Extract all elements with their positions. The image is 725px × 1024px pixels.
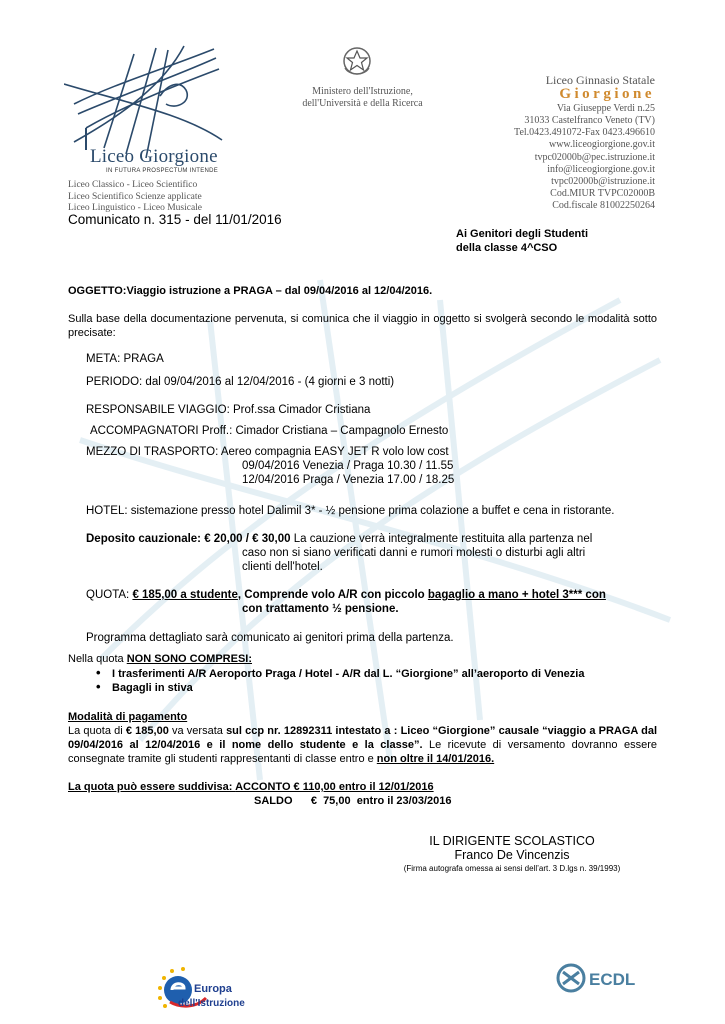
list-item: • I trasferimenti A/R Aeroporto Praga / Hotel - A/R dal L. “Giorgione” all’aeroporto di Venezia	[112, 667, 676, 681]
non-compresi-list	[86, 667, 676, 695]
ecdl-logo-icon	[553, 958, 643, 998]
contact-line: Cod.fiscale 81002250264	[552, 199, 655, 211]
intro-paragraph: Sulla base della documentazione pervenuta, si comunica che il viaggio in oggetto si svolgerà secondo le modalità sotto precisate:	[68, 313, 657, 339]
pagamento-text: La quota di	[68, 725, 126, 737]
suddivisa-label: La quota può essere suddivisa:	[68, 781, 236, 793]
school-name: Liceo Giorgione	[90, 146, 218, 167]
pagamento-text: va versata	[168, 725, 227, 737]
non-compresi-prefix: Nella quota	[68, 653, 127, 665]
volo-andata: 09/04/2016 Venezia / Praga 10.30 / 11.55	[242, 460, 454, 472]
contacts-title: Liceo Ginnasio Statale	[545, 73, 655, 87]
quota	[86, 588, 661, 602]
pagamento-amount: € 185,00	[125, 725, 169, 737]
recipients	[456, 227, 588, 255]
signature-title: IL DIRIGENTE SCOLASTICO	[429, 834, 595, 848]
quota-bagaglio: bagaglio a mano + hotel 3*** con	[427, 589, 606, 601]
periodo: PERIODO: dal 09/04/2016 al 12/04/2016 - (4 giorni e 3 notti)	[86, 376, 395, 388]
europa-text-2: dell'Istruzione	[178, 998, 245, 1009]
quota-line2: con trattamento ½ pensione.	[242, 603, 399, 615]
suddivisa	[68, 780, 657, 794]
recipient-line: della classe 4^CSO	[456, 242, 558, 254]
contact-line: info@liceogiorgione.gov.it	[547, 163, 655, 175]
branch-line: Liceo Classico - Liceo Scientifico	[68, 180, 198, 190]
quota-comprende: , Comprende volo A/R con piccolo	[237, 589, 428, 601]
programma: Programma dettagliato sarà comunicato ai genitori prima della partenza.	[86, 632, 454, 644]
europa-text: Europa	[194, 983, 232, 995]
school-motto: IN FUTURA PROSPECTUM INTENDE	[106, 168, 219, 174]
signature-name: Franco De Vincenzis	[454, 848, 570, 862]
non-compresi-label: NON SONO COMPRESI:	[126, 653, 253, 665]
school-branches	[68, 180, 202, 215]
contact-line: www.liceogiorgione.gov.it	[548, 139, 655, 151]
non-compresi	[68, 652, 657, 666]
suddivisa-saldo: SALDO € 75,00 entro il 23/03/2016	[254, 795, 452, 807]
pagamento-deadline: non oltre il 14/01/2016.	[376, 753, 495, 765]
list-item: • Bagagli in stiva	[112, 681, 676, 695]
deposito-text-2: caso non si siano verificati danni e rumori molesti o disturbi agli altri	[242, 547, 586, 559]
pagamento-ccp: sul ccp nr. 12892311 intestato a : Liceo “Giorgione” causale “viaggio a PRAGA dal 09/04/2016 al 12/04/2016 e il nome dello studente e la classe”.	[68, 725, 658, 751]
meta: META: PRAGA	[86, 353, 164, 365]
republic-emblem-icon	[341, 44, 373, 80]
quota-prefix: QUOTA:	[86, 589, 133, 601]
europa-istruzione-logo-icon	[150, 958, 250, 1014]
accompagnatori: ACCOMPAGNATORI Proff.: Cimador Cristiana – Campagnolo Ernesto	[90, 425, 449, 437]
contact-line: 31033 Castelfranco Veneto (TV)	[524, 115, 655, 127]
quota-amount: € 185,00 a studente	[132, 589, 238, 601]
pagamento-title: Modalità di pagamento	[68, 711, 188, 723]
ecdl-text: ECDL	[589, 970, 636, 989]
pagamento-text: Le ricevute di versamento dovranno essere consegnate tramite gli studenti rappresentanti di classe entro e	[68, 739, 657, 765]
ministry-label	[300, 86, 425, 110]
deposito-label: Deposito cauzionale: € 20,00 / € 30,00	[86, 533, 291, 545]
signature-block	[390, 834, 634, 873]
ministry-line: dell'Università e della Ricerca	[302, 98, 423, 109]
suddivisa-acconto: ACCONTO € 110,00 entro il 12/01/2016	[235, 781, 434, 793]
hotel: HOTEL: sistemazione presso hotel Dalimil 3* - ½ pensione prima colazione a buffet e cena in ristorante.	[86, 505, 615, 517]
deposito-text-3: clienti dell'hotel.	[242, 561, 323, 573]
mezzo-trasporto: MEZZO DI TRASPORTO: Aereo compagnia EASY JET R volo low cost	[86, 446, 449, 458]
deposito-text: La cauzione verrà integralmente restituita alla partenza nel	[290, 533, 593, 545]
contact-line: tvpc02000b@pec.istruzione.it	[534, 151, 655, 163]
contact-line: tvpc02000b@istruzione.it	[551, 175, 655, 187]
ministry-line: Ministero dell'Istruzione,	[312, 86, 413, 97]
volo-ritorno: 12/04/2016 Praga / Venezia 17.00 / 18.25	[242, 474, 455, 486]
deposito-cauzionale	[86, 532, 656, 546]
branch-line: Liceo Scientifico Scienze applicate	[68, 191, 202, 202]
subject-line: OGGETTO:Viaggio istruzione a PRAGA – dal 09/04/2016 al 12/04/2016.	[68, 285, 433, 297]
responsabile: RESPONSABILE VIAGGIO: Prof.ssa Cimador Cristiana	[86, 404, 371, 416]
branch-line: Liceo Linguistico - Liceo Musicale	[68, 203, 203, 213]
contact-line: Cod.MIUR TVPC02000B	[550, 187, 655, 199]
contact-line: Via Giuseppe Verdi n.25	[556, 103, 655, 115]
pagamento-paragraph	[68, 724, 657, 766]
school-contacts	[514, 74, 655, 212]
recipient-line: Ai Genitori degli Studenti	[456, 228, 588, 240]
contacts-name: Giorgione	[559, 86, 655, 103]
comunicato-number: Comunicato n. 315 - del 11/01/2016	[68, 212, 282, 227]
signature-note: (Firma autografa omessa ai sensi dell’art. 3 D.lgs n. 39/1993)	[403, 864, 621, 873]
contact-line: Tel.0423.491072-Fax 0423.496610	[514, 127, 655, 139]
